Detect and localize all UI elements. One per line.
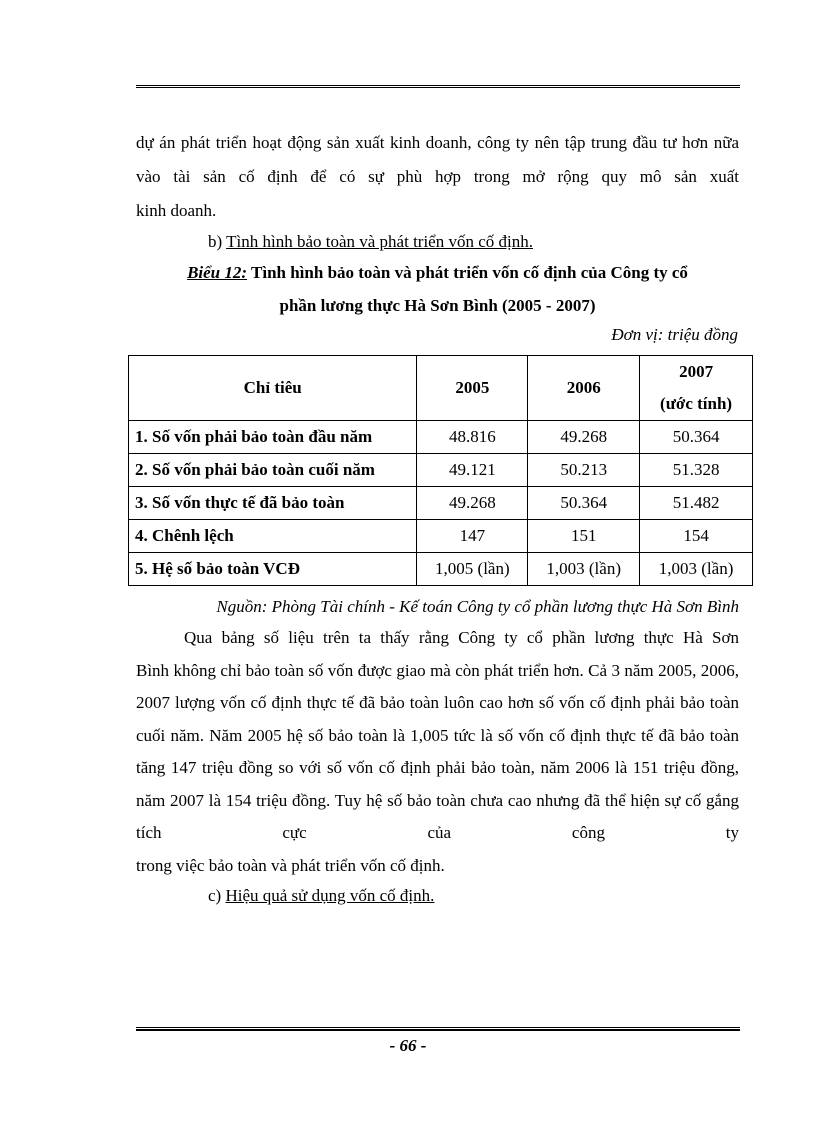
cell-2005: 49.268	[417, 487, 528, 520]
cell-2005: 48.816	[417, 421, 528, 454]
table-row	[129, 487, 753, 520]
row-label: 5. Hệ số bảo toàn VCĐ	[129, 553, 417, 586]
analysis-line: cố định phải bảo toàn cuối năm. Năm 2005 hệ số bảo toàn là 1,005 tức là số	[136, 693, 739, 745]
section-c-heading	[208, 886, 434, 906]
analysis-line: hệ số bảo toàn chưa cao nhưng đã thể hiện sự cố gắng tích cực của công ty	[136, 790, 740, 842]
analysis-line: Bình không chỉ bảo toàn số vốn được giao mà còn phát triển hơn. Cả 3 năm	[136, 660, 654, 680]
section-c-prefix: c)	[208, 886, 226, 905]
cell-2007: 51.328	[640, 454, 753, 487]
caption-line1: Tình hình bảo toàn và phát triển vốn cố định của Công ty cổ	[247, 263, 688, 282]
table-caption	[136, 256, 739, 322]
cell-2006: 50.213	[528, 454, 640, 487]
cell-2006: 49.268	[528, 421, 640, 454]
table-row	[129, 421, 753, 454]
caption-line2: phần lương thực Hà Sơn Bình (2005 - 2007)	[279, 296, 596, 315]
analysis-paragraph	[136, 622, 739, 882]
intro-line: hơn nữa vào tài sản cố định để có sự phù hợp trong mở rộng quy mô sản xuất	[136, 133, 739, 186]
cell-2006: 151	[528, 520, 640, 553]
page-number: - 66 -	[389, 1036, 427, 1055]
cell-2005: 147	[417, 520, 528, 553]
cell-2006: 1,003 (lần)	[528, 553, 640, 586]
table-header-row	[129, 356, 753, 421]
cell-2007: 1,003 (lần)	[640, 553, 753, 586]
cell-2005: 1,005 (lần)	[417, 553, 528, 586]
footer-rule	[136, 1027, 740, 1031]
table-source: Nguồn: Phòng Tài chính - Kế toán Công ty cổ phần lương thực Hà Sơn Bình	[216, 597, 739, 616]
intro-paragraph	[136, 126, 739, 228]
section-c-title: Hiệu quả sử dụng vốn cố định.	[225, 886, 435, 905]
header-rule	[136, 85, 740, 88]
section-b-prefix: b)	[208, 232, 227, 251]
header-2007-note: (ước tính)	[660, 394, 733, 413]
section-b-title: Tình hình bảo toàn và phát triển vốn cố định.	[226, 232, 533, 251]
cell-2007: 51.482	[640, 487, 753, 520]
intro-line: dự án phát triển hoạt động sản xuất kinh doanh, công ty nên tập trung đầu tư	[136, 133, 677, 152]
header-2007	[640, 356, 753, 421]
row-label: 1. Số vốn phải bảo toàn đầu năm	[129, 421, 417, 454]
cell-2007: 50.364	[640, 421, 753, 454]
row-label: 2. Số vốn phải bảo toàn cuối năm	[129, 454, 417, 487]
analysis-line: 2005, 2006, 2007 lượng vốn cố định thực tế đã bảo toàn luôn cao hơn số vốn	[136, 660, 739, 712]
analysis-line: Qua bảng số liệu trên ta thấy rằng Công ty cổ phần lương thực Hà Sơn	[184, 628, 739, 647]
section-b-heading	[208, 232, 533, 252]
header-2006: 2006	[528, 356, 640, 421]
analysis-line: trong việc bảo toàn và phát triển vốn cố định.	[136, 855, 445, 875]
cell-2007: 154	[640, 520, 753, 553]
row-label: 4. Chênh lệch	[129, 520, 417, 553]
row-label: 3. Số vốn thực tế đã bảo toàn	[129, 487, 417, 520]
capital-table	[128, 355, 753, 586]
caption-label: Biểu 12:	[187, 263, 248, 282]
table-row	[129, 520, 753, 553]
analysis-line: phải bảo toàn, năm 2006 là 151 triệu đồng, năm 2007 là 154 triệu đồng. Tuy	[136, 758, 740, 810]
cell-2006: 50.364	[528, 487, 640, 520]
header-2007-year: 2007	[679, 362, 714, 381]
unit-label: Đơn vị: triệu đồng	[611, 325, 738, 344]
cell-2005: 49.121	[417, 454, 528, 487]
table-row	[129, 553, 753, 586]
analysis-line: vốn cố định thực tế đã bảo toàn tăng 147 triệu đồng so với số vốn cố định	[136, 725, 739, 777]
table-row	[129, 454, 753, 487]
intro-line: kinh doanh.	[136, 201, 217, 220]
header-indicator: Chỉ tiêu	[129, 356, 417, 421]
header-2005: 2005	[417, 356, 528, 421]
